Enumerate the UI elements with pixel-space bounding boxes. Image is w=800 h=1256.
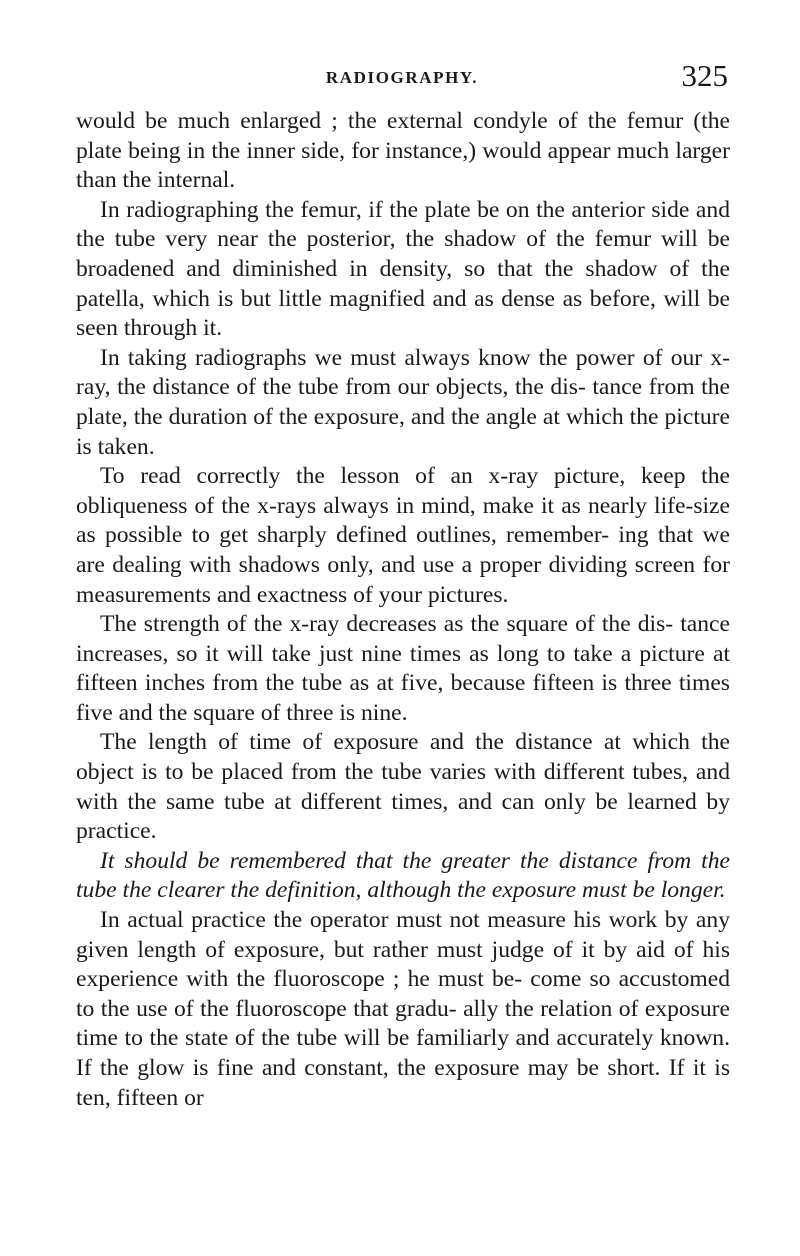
paragraph-taking-radiographs: In taking radiographs we must always know the power of our x-ray, the distance of the tube from our objects, the dis- tance from the plate, the duration of the exposure, and the angle at which the picture is taken. [76, 344, 730, 460]
paragraph-italic-note: It should be remembered that the greater the distance from the tube the clearer the definition, although the exposure must be longer. [76, 847, 730, 904]
paragraph-exposure-length: The length of time of exposure and the distance at which the object is to be placed from the tube varies with different tubes, and with the same tube at different times, and can only be learned by practice. [76, 729, 730, 845]
running-head-title: RADIOGRAPHY. [325, 68, 479, 87]
paragraph-continued: would be much enlarged ; the external condyle of the femur (the plate being in the inner side, for instance,) would appear much larger than the internal. [76, 108, 730, 194]
paragraph-actual-practice: In actual practice the operator must not measure his work by any given length of exposure, but rather must judge of it by aid of his experience with the fluoroscope ; he must be- come so accustomed to the use of the fluoroscope that gradu- ally the relation of exposure time to the state of the tube will be familiarly and accurately known. If the glow is fine and constant, the exposure may be short. If it is ten, fifteen or [76, 907, 730, 1111]
body-text [76, 107, 730, 1113]
page-number: 325 [681, 58, 728, 93]
paragraph-strength: The strength of the x-ray decreases as the square of the dis- tance increases, so it will take just nine times as long to take a picture at fifteen inches from the tube as at five, because fifteen is three times five and the square of three is nine. [76, 611, 730, 726]
paragraph-reading-pictures: To read correctly the lesson of an x-ray picture, keep the obliqueness of the x-rays always in mind, make it as nearly life-size as possible to get sharply defined outlines, remember- ing that we are dealing with shadows only, and use a proper dividing screen for measurements and exactness of your pictures. [76, 463, 730, 608]
running-head [76, 58, 728, 98]
paragraph-femur: In radiographing the femur, if the plate be on the anterior side and the tube very near the posterior, the shadow of the femur will be broadened and diminished in density, so that the shadow of the patella, which is but little magnified and as dense as before, will be seen through it. [76, 196, 730, 342]
